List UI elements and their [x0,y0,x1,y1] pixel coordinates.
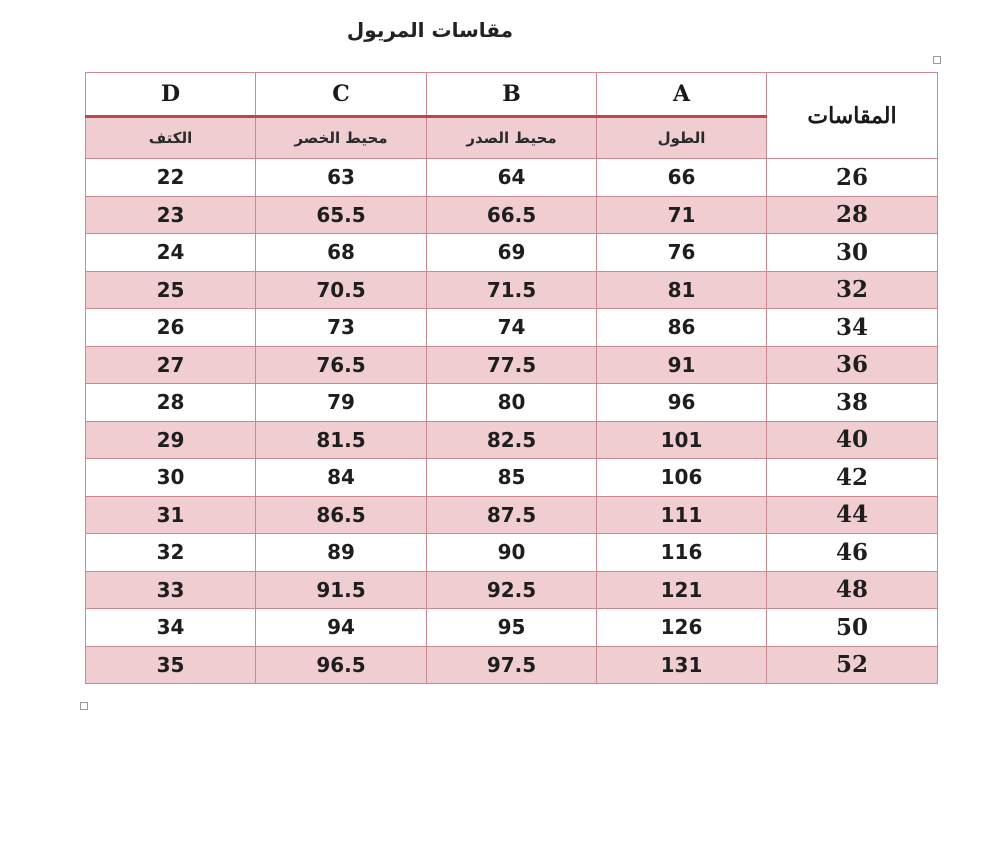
column-name-shoulder: الكتف [86,117,256,159]
cell-length: 91 [597,346,767,384]
cell-chest: 74 [427,309,597,347]
cell-chest: 92.5 [427,571,597,609]
cell-length: 66 [597,159,767,197]
table-row [86,196,938,234]
cell-chest: 69 [427,234,597,272]
column-letter-row [86,73,938,117]
cell-waist: 76.5 [256,346,427,384]
cell-chest: 85 [427,459,597,497]
cell-waist: 96.5 [256,646,427,684]
table-row [86,571,938,609]
cell-length: 121 [597,571,767,609]
column-letter-c: C [256,73,427,117]
sizes-header: المقاسات [767,73,938,159]
cell-chest: 90 [427,534,597,572]
table-row [86,496,938,534]
cell-chest: 82.5 [427,421,597,459]
cell-waist: 68 [256,234,427,272]
cell-length: 126 [597,609,767,647]
column-letter-a: A [597,73,767,117]
cell-shoulder: 30 [86,459,256,497]
cell-chest: 95 [427,609,597,647]
cell-chest: 71.5 [427,271,597,309]
column-name-length: الطول [597,117,767,159]
cell-chest: 64 [427,159,597,197]
column-letter-b: B [427,73,597,117]
table-row [86,346,938,384]
document-title: مقاسات المريول [346,18,514,42]
cell-shoulder: 26 [86,309,256,347]
cell-size: 38 [767,384,938,422]
cell-size: 40 [767,421,938,459]
cell-shoulder: 25 [86,271,256,309]
size-chart-table [85,72,938,684]
cell-waist: 79 [256,384,427,422]
cell-size: 52 [767,646,938,684]
cell-waist: 81.5 [256,421,427,459]
cell-shoulder: 23 [86,196,256,234]
cell-chest: 77.5 [427,346,597,384]
column-name-waist: محيط الخصر [256,117,427,159]
cell-waist: 70.5 [256,271,427,309]
table-row [86,159,938,197]
cell-size: 46 [767,534,938,572]
cell-size: 48 [767,571,938,609]
cell-size: 26 [767,159,938,197]
cell-size: 30 [767,234,938,272]
table-row [86,421,938,459]
cell-size: 32 [767,271,938,309]
table-resize-handle[interactable] [80,702,88,710]
cell-shoulder: 33 [86,571,256,609]
cell-length: 131 [597,646,767,684]
cell-waist: 65.5 [256,196,427,234]
cell-length: 71 [597,196,767,234]
table-row [86,234,938,272]
cell-length: 86 [597,309,767,347]
cell-length: 81 [597,271,767,309]
cell-length: 106 [597,459,767,497]
table-row [86,646,938,684]
cell-length: 116 [597,534,767,572]
cell-shoulder: 28 [86,384,256,422]
cell-waist: 73 [256,309,427,347]
cell-waist: 91.5 [256,571,427,609]
cell-chest: 87.5 [427,496,597,534]
size-chart-table-wrapper [85,72,937,684]
cell-length: 101 [597,421,767,459]
cell-length: 96 [597,384,767,422]
cell-shoulder: 27 [86,346,256,384]
cell-size: 50 [767,609,938,647]
cell-size: 36 [767,346,938,384]
table-row [86,384,938,422]
cell-shoulder: 22 [86,159,256,197]
table-row [86,271,938,309]
cell-waist: 89 [256,534,427,572]
cell-size: 34 [767,309,938,347]
cell-waist: 86.5 [256,496,427,534]
column-letter-d: D [86,73,256,117]
table-row [86,309,938,347]
cell-shoulder: 32 [86,534,256,572]
cell-size: 42 [767,459,938,497]
cell-shoulder: 35 [86,646,256,684]
cell-length: 111 [597,496,767,534]
cell-waist: 63 [256,159,427,197]
table-row [86,534,938,572]
cell-shoulder: 24 [86,234,256,272]
table-move-handle[interactable] [933,56,941,64]
column-name-chest: محيط الصدر [427,117,597,159]
cell-size: 28 [767,196,938,234]
cell-waist: 84 [256,459,427,497]
cell-chest: 80 [427,384,597,422]
cell-shoulder: 31 [86,496,256,534]
cell-size: 44 [767,496,938,534]
cell-shoulder: 34 [86,609,256,647]
table-row [86,609,938,647]
cell-shoulder: 29 [86,421,256,459]
cell-waist: 94 [256,609,427,647]
cell-chest: 66.5 [427,196,597,234]
cell-chest: 97.5 [427,646,597,684]
cell-length: 76 [597,234,767,272]
table-row [86,459,938,497]
